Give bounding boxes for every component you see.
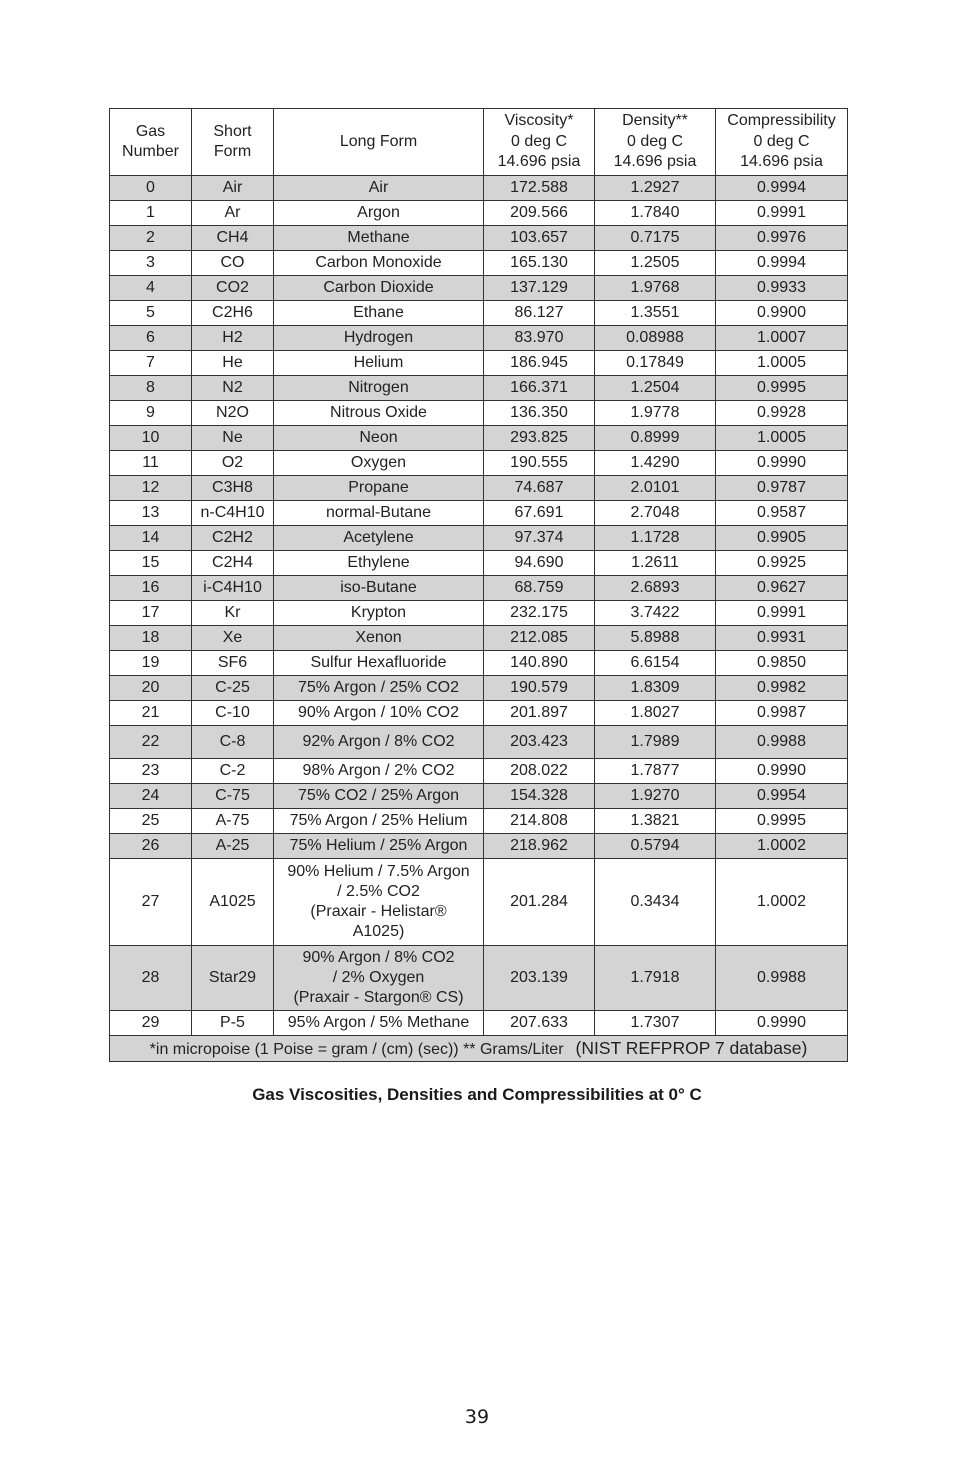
viscosity-cell: 67.691 [484,501,595,526]
table-row [110,426,848,451]
long-form-line: (Praxair - Stargon® CS) [293,989,464,1006]
viscosity-cell: 190.555 [484,451,595,476]
table-row [110,176,848,201]
header-short-form [192,109,274,176]
gas-number-cell: 9 [110,401,192,426]
header-compressibility [716,109,848,176]
viscosity-cell: 154.328 [484,784,595,809]
table-row [110,809,848,834]
compressibility-cell: 0.9933 [716,276,848,301]
compressibility-cell: 0.9988 [716,726,848,759]
header-line: 0 deg C [626,132,684,150]
long-form-line: Ethylene [347,554,410,571]
density-cell: 2.6893 [595,576,716,601]
density-cell: 2.7048 [595,501,716,526]
density-cell: 0.5794 [595,834,716,859]
short-form-cell: C2H2 [192,526,274,551]
gas-number-cell: 4 [110,276,192,301]
page-number: 39 [464,1406,490,1428]
table-row [110,501,848,526]
compressibility-cell: 0.9990 [716,759,848,784]
long-form-line: Ethane [353,304,404,321]
compressibility-cell: 0.9991 [716,601,848,626]
density-cell: 0.7175 [595,226,716,251]
long-form-cell [274,251,484,276]
long-form-cell [274,784,484,809]
viscosity-cell: 208.022 [484,759,595,784]
long-form-line: Carbon Dioxide [323,279,434,296]
gas-number-cell: 29 [110,1011,192,1036]
header-line: Form [213,143,252,160]
header-gas-number [110,109,192,176]
long-form-line: 95% Argon / 5% Methane [287,1014,470,1031]
long-form-line: Acetylene [343,529,414,546]
gas-number-cell: 3 [110,251,192,276]
gas-number-cell: 16 [110,576,192,601]
long-form-cell [274,676,484,701]
viscosity-cell: 137.129 [484,276,595,301]
gas-number-cell: 12 [110,476,192,501]
table-row [110,451,848,476]
density-cell: 5.8988 [595,626,716,651]
table-row [110,946,848,1011]
source-note: (NIST REFPROP 7 database) [575,1037,808,1058]
long-form-line: Propane [348,479,409,496]
short-form-cell: Kr [192,601,274,626]
short-form-cell: C2H4 [192,551,274,576]
viscosity-cell: 83.970 [484,326,595,351]
density-cell: 1.1728 [595,526,716,551]
long-form-line: 75% Helium / 25% Argon [289,837,468,854]
density-cell: 2.0101 [595,476,716,501]
long-form-line: 90% Argon / 10% CO2 [298,704,459,721]
density-cell: 1.2927 [595,176,716,201]
viscosity-cell: 190.579 [484,676,595,701]
long-form-cell [274,576,484,601]
table-row [110,576,848,601]
table-row [110,326,848,351]
short-form-cell: A-75 [192,809,274,834]
viscosity-cell: 103.657 [484,226,595,251]
table-row [110,551,848,576]
table-row [110,651,848,676]
long-form-cell [274,834,484,859]
table-row [110,276,848,301]
density-cell: 1.9778 [595,401,716,426]
density-cell: 1.3551 [595,301,716,326]
compressibility-cell: 0.9990 [716,1011,848,1036]
long-form-cell [274,401,484,426]
density-cell: 1.2504 [595,376,716,401]
header-line: Viscosity* [504,112,574,130]
gas-number-cell: 18 [110,626,192,651]
table-row [110,784,848,809]
long-form-line: Carbon Monoxide [315,254,442,271]
table-row [110,626,848,651]
table-row [110,676,848,701]
gas-number-cell: 17 [110,601,192,626]
long-form-line: Argon [357,204,400,221]
table-row [110,201,848,226]
table-row [110,376,848,401]
compressibility-cell: 1.0005 [716,426,848,451]
long-form-cell [274,1011,484,1036]
table-row [110,859,848,946]
gas-number-cell: 10 [110,426,192,451]
compressibility-cell: 1.0005 [716,351,848,376]
short-form-cell: C3H8 [192,476,274,501]
long-form-cell [274,301,484,326]
viscosity-cell: 86.127 [484,301,595,326]
short-form-cell: n-C4H10 [192,501,274,526]
long-form-line: A1025) [352,923,405,940]
header-line: Compressibility [727,112,836,130]
header-line: 14.696 psia [740,153,823,171]
table-row [110,526,848,551]
gas-number-cell: 15 [110,551,192,576]
table-row [110,476,848,501]
density-cell: 0.8999 [595,426,716,451]
viscosity-cell: 68.759 [484,576,595,601]
short-form-cell: C-75 [192,784,274,809]
compressibility-cell: 0.9982 [716,676,848,701]
compressibility-cell: 0.9954 [716,784,848,809]
density-cell: 1.9768 [595,276,716,301]
table-row [110,726,848,759]
viscosity-cell: 207.633 [484,1011,595,1036]
compressibility-cell: 0.9987 [716,701,848,726]
short-form-cell: A-25 [192,834,274,859]
short-form-cell: C-2 [192,759,274,784]
header-viscosity [484,109,595,176]
density-cell: 6.6154 [595,651,716,676]
gas-number-cell: 0 [110,176,192,201]
short-form-cell: CH4 [192,226,274,251]
long-form-line: Nitrous Oxide [330,404,427,421]
gas-number-cell: 2 [110,226,192,251]
short-form-cell: Star29 [192,946,274,1011]
compressibility-cell: 0.9988 [716,946,848,1011]
footnote-row [110,1036,848,1062]
gas-number-cell: 13 [110,501,192,526]
long-form-cell [274,351,484,376]
density-cell: 1.2505 [595,251,716,276]
compressibility-cell: 0.9627 [716,576,848,601]
footnote-text: *in micropoise (1 Poise = gram / (cm) (sec)) ** Grams/Liter [149,1040,564,1058]
long-form-cell [274,759,484,784]
short-form-cell: N2 [192,376,274,401]
table-row [110,834,848,859]
gas-number-cell: 23 [110,759,192,784]
short-form-cell: C2H6 [192,301,274,326]
compressibility-cell: 0.9990 [716,451,848,476]
short-form-cell: Air [192,176,274,201]
compressibility-cell: 1.0002 [716,859,848,946]
gas-number-cell: 21 [110,701,192,726]
long-form-cell [274,726,484,759]
short-form-cell: H2 [192,326,274,351]
long-form-line: Methane [347,229,410,246]
long-form-line: Krypton [350,604,407,621]
viscosity-cell: 232.175 [484,601,595,626]
gas-number-cell: 14 [110,526,192,551]
compressibility-cell: 0.9850 [716,651,848,676]
header-line: 0 deg C [753,132,810,150]
viscosity-cell: 186.945 [484,351,595,376]
short-form-cell: CO2 [192,276,274,301]
density-cell: 1.2611 [595,551,716,576]
short-form-cell: A1025 [192,859,274,946]
gas-number-cell: 25 [110,809,192,834]
header-long-form [274,109,484,176]
long-form-line: iso-Butane [340,579,417,596]
table-row [110,701,848,726]
long-form-cell [274,601,484,626]
header-line: 0 deg C [510,132,568,150]
short-form-cell: N2O [192,401,274,426]
short-form-cell: CO [192,251,274,276]
table-body [110,176,848,1036]
short-form-cell: P-5 [192,1011,274,1036]
short-form-cell: C-10 [192,701,274,726]
long-form-line: Oxygen [350,454,407,471]
long-form-line: 90% Helium / 7.5% Argon [287,863,470,880]
long-form-cell [274,226,484,251]
compressibility-cell: 0.9994 [716,251,848,276]
gas-number-cell: 1 [110,201,192,226]
table-row [110,759,848,784]
compressibility-cell: 0.9925 [716,551,848,576]
long-form-line: Hydrogen [343,329,414,346]
long-form-cell [274,176,484,201]
table-row [110,1011,848,1036]
long-form-line: Air [368,179,389,196]
short-form-cell: Ar [192,201,274,226]
gas-number-cell: 20 [110,676,192,701]
compressibility-cell: 0.9976 [716,226,848,251]
footnote-cell [110,1036,848,1062]
compressibility-cell: 0.9900 [716,301,848,326]
gas-number-cell: 7 [110,351,192,376]
short-form-cell: SF6 [192,651,274,676]
long-form-cell [274,501,484,526]
viscosity-cell: 74.687 [484,476,595,501]
compressibility-cell: 1.0002 [716,834,848,859]
gas-number-cell: 28 [110,946,192,1011]
long-form-cell [274,701,484,726]
long-form-line: Xenon [355,629,402,646]
compressibility-cell: 0.9928 [716,401,848,426]
compressibility-cell: 0.9787 [716,476,848,501]
viscosity-cell: 203.423 [484,726,595,759]
gas-number-cell: 22 [110,726,192,759]
gas-number-cell: 19 [110,651,192,676]
compressibility-cell: 1.0007 [716,326,848,351]
long-form-line: (Praxair - Helistar® [310,903,447,920]
viscosity-cell: 201.897 [484,701,595,726]
header-line: 14.696 psia [613,153,697,171]
short-form-cell: Xe [192,626,274,651]
long-form-line: 75% CO2 / 25% Argon [298,787,459,804]
table-caption: Gas Viscosities, Densities and Compressibilities at 0° C [252,1085,702,1104]
long-form-cell [274,376,484,401]
table-header [110,109,848,176]
gas-number-cell: 24 [110,784,192,809]
viscosity-cell: 201.284 [484,859,595,946]
viscosity-cell: 209.566 [484,201,595,226]
long-form-line: normal-Butane [326,504,431,521]
viscosity-cell: 166.371 [484,376,595,401]
compressibility-cell: 0.9905 [716,526,848,551]
density-cell: 1.7918 [595,946,716,1011]
table-row [110,251,848,276]
table-row [110,351,848,376]
long-form-cell [274,809,484,834]
long-form-cell [274,859,484,946]
short-form-cell: C-8 [192,726,274,759]
table-row [110,301,848,326]
viscosity-cell: 165.130 [484,251,595,276]
viscosity-cell: 293.825 [484,426,595,451]
viscosity-cell: 172.588 [484,176,595,201]
long-form-cell [274,426,484,451]
gas-properties-table [109,108,848,1062]
short-form-cell: C-25 [192,676,274,701]
long-form-line: / 2% Oxygen [332,969,425,986]
viscosity-cell: 136.350 [484,401,595,426]
gas-number-cell: 5 [110,301,192,326]
viscosity-cell: 218.962 [484,834,595,859]
header-line: 14.696 psia [497,153,581,171]
long-form-cell [274,476,484,501]
gas-number-cell: 6 [110,326,192,351]
gas-number-cell: 11 [110,451,192,476]
table-footer [110,1036,848,1062]
header-line: Gas [135,122,166,140]
long-form-cell [274,626,484,651]
compressibility-cell: 0.9991 [716,201,848,226]
density-cell: 0.17849 [595,351,716,376]
viscosity-cell: 203.139 [484,946,595,1011]
compressibility-cell: 0.9995 [716,376,848,401]
density-cell: 1.4290 [595,451,716,476]
long-form-line: Helium [353,354,404,371]
gas-number-cell: 27 [110,859,192,946]
viscosity-cell: 214.808 [484,809,595,834]
long-form-cell [274,276,484,301]
density-cell: 0.3434 [595,859,716,946]
compressibility-cell: 0.9587 [716,501,848,526]
table-row [110,401,848,426]
long-form-line: 75% Argon / 25% Helium [289,812,468,829]
density-cell: 1.8027 [595,701,716,726]
table-row [110,601,848,626]
density-cell: 1.7840 [595,201,716,226]
long-form-cell [274,451,484,476]
long-form-cell [274,326,484,351]
compressibility-cell: 0.9994 [716,176,848,201]
long-form-cell [274,651,484,676]
long-form-cell [274,201,484,226]
header-line: Number [122,143,179,160]
long-form-line: / 2.5% CO2 [337,883,420,900]
compressibility-cell: 0.9931 [716,626,848,651]
short-form-cell: He [192,351,274,376]
density-cell: 1.7307 [595,1011,716,1036]
gas-number-cell: 8 [110,376,192,401]
long-form-line: 92% Argon / 8% CO2 [302,733,455,750]
long-form-cell [274,946,484,1011]
long-form-line: 90% Argon / 8% CO2 [302,949,455,966]
gas-number-cell: 26 [110,834,192,859]
viscosity-cell: 140.890 [484,651,595,676]
table-row [110,226,848,251]
density-cell: 0.08988 [595,326,716,351]
short-form-cell: Ne [192,426,274,451]
density-cell: 1.7989 [595,726,716,759]
long-form-line: Neon [359,429,398,446]
long-form-line: Sulfur Hexafluoride [310,654,447,671]
short-form-cell: i-C4H10 [192,576,274,601]
density-cell: 1.9270 [595,784,716,809]
long-form-line: Nitrogen [348,379,409,396]
compressibility-cell: 0.9995 [716,809,848,834]
header-line: Short [213,122,252,140]
density-cell: 3.7422 [595,601,716,626]
long-form-cell [274,551,484,576]
header-density [595,109,716,176]
header-line: Long Form [339,132,418,150]
long-form-cell [274,526,484,551]
long-form-line: 75% Argon / 25% CO2 [298,679,459,696]
viscosity-cell: 97.374 [484,526,595,551]
short-form-cell: O2 [192,451,274,476]
header-row [110,109,848,176]
viscosity-cell: 94.690 [484,551,595,576]
header-line: Density** [622,112,688,130]
density-cell: 1.3821 [595,809,716,834]
long-form-line: 98% Argon / 2% CO2 [302,762,455,779]
density-cell: 1.7877 [595,759,716,784]
density-cell: 1.8309 [595,676,716,701]
viscosity-cell: 212.085 [484,626,595,651]
